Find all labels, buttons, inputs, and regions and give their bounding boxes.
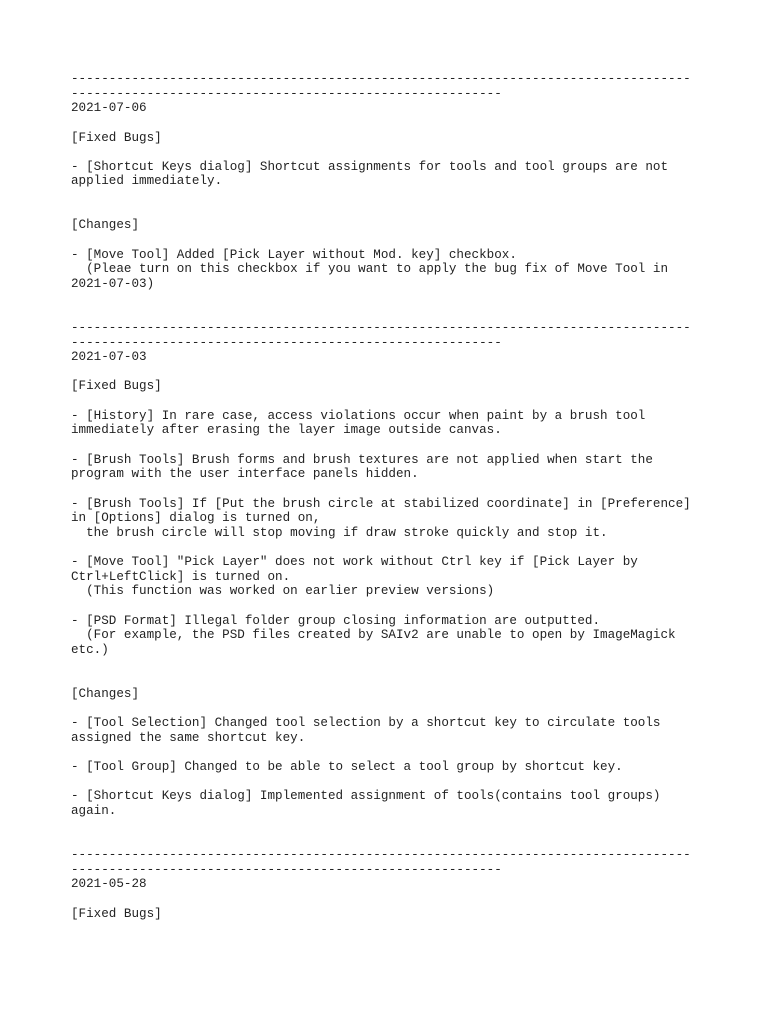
changelog-entry: - [Tool Selection] Changed tool selection by a shortcut key to circulate tools [71,716,661,731]
blank-line [71,702,731,717]
text-line: etc.) [71,642,109,657]
blank-line [71,775,731,790]
blank-line [71,599,731,614]
separator-line: ---------------------------------------------------------------------------------- [71,847,691,862]
blank-line [71,116,731,131]
blank-line [71,365,731,380]
text-line: (For example, the PSD files created by SAIv2 are unable to open by ImageMagick [71,628,676,643]
text-line: again. [71,804,117,819]
blank-line [71,145,731,160]
blank-line [71,394,731,409]
changelog-entry: - [Move Tool] "Pick Layer" does not work without Ctrl key if [Pick Layer by [71,555,638,570]
separator-line: ---------------------------------------------------------------------------------- [71,320,691,335]
release-date: 2021-07-06 [71,101,147,116]
changelog-entry: - [Shortcut Keys dialog] Implemented assignment of tools(contains tool groups) [71,789,661,804]
blank-line [71,745,731,760]
text-line: applied immediately. [71,174,223,189]
blank-line [71,189,731,204]
changelog-entry: - [History] In rare case, access violations occur when paint by a brush tool [71,408,646,423]
blank-line [71,658,731,673]
changelog-entry: - [Move Tool] Added [Pick Layer without Mod. key] checkbox. [71,247,517,262]
text-line: in [Options] dialog is turned on, [71,511,321,526]
blank-line [71,233,731,248]
changelog-entry: - [Brush Tools] If [Put the brush circle at stabilized coordinate] in [Preference] [71,496,691,511]
blank-line [71,819,731,834]
section-heading: [Changes] [71,218,140,233]
section-heading: [Fixed Bugs] [71,906,162,921]
changelog-entry: - [PSD Format] Illegal folder group closing information are outputted. [71,613,601,628]
text-line: (Pleae turn on this checkbox if you want to apply the bug fix of Move Tool in [71,262,669,277]
separator-line: --------------------------------------------------------- [71,335,502,350]
text-line: (This function was worked on earlier preview versions) [71,584,495,599]
section-heading: [Fixed Bugs] [71,130,162,145]
blank-line [71,672,731,687]
blank-line [71,482,731,497]
blank-line [71,892,731,907]
text-line: assigned the same shortcut key. [71,730,306,745]
section-heading: [Changes] [71,686,140,701]
separator-line: --------------------------------------------------------- [71,86,502,101]
text-line: program with the user interface panels hidden. [71,467,419,482]
blank-line [71,306,731,321]
text-line: immediately after erasing the layer image outside canvas. [71,423,502,438]
changelog-entry: - [Shortcut Keys dialog] Shortcut assignments for tools and tool groups are not [71,159,669,174]
section-heading: [Fixed Bugs] [71,379,162,394]
separator-line: --------------------------------------------------------- [71,862,502,877]
release-date: 2021-05-28 [71,877,147,892]
blank-line [71,541,731,556]
blank-line [71,204,731,219]
blank-line [71,292,731,307]
blank-line [71,438,731,453]
changelog-document [71,72,731,921]
separator-line: ---------------------------------------------------------------------------------- [71,72,691,86]
release-date: 2021-07-03 [71,350,147,365]
text-line: the brush circle will stop moving if draw stroke quickly and stop it. [71,525,608,540]
text-line: Ctrl+LeftClick] is turned on. [71,569,291,584]
changelog-entry: - [Brush Tools] Brush forms and brush textures are not applied when start the [71,452,653,467]
changelog-entry: - [Tool Group] Changed to be able to select a tool group by shortcut key. [71,760,623,775]
text-line: 2021-07-03) [71,276,155,291]
blank-line [71,833,731,848]
